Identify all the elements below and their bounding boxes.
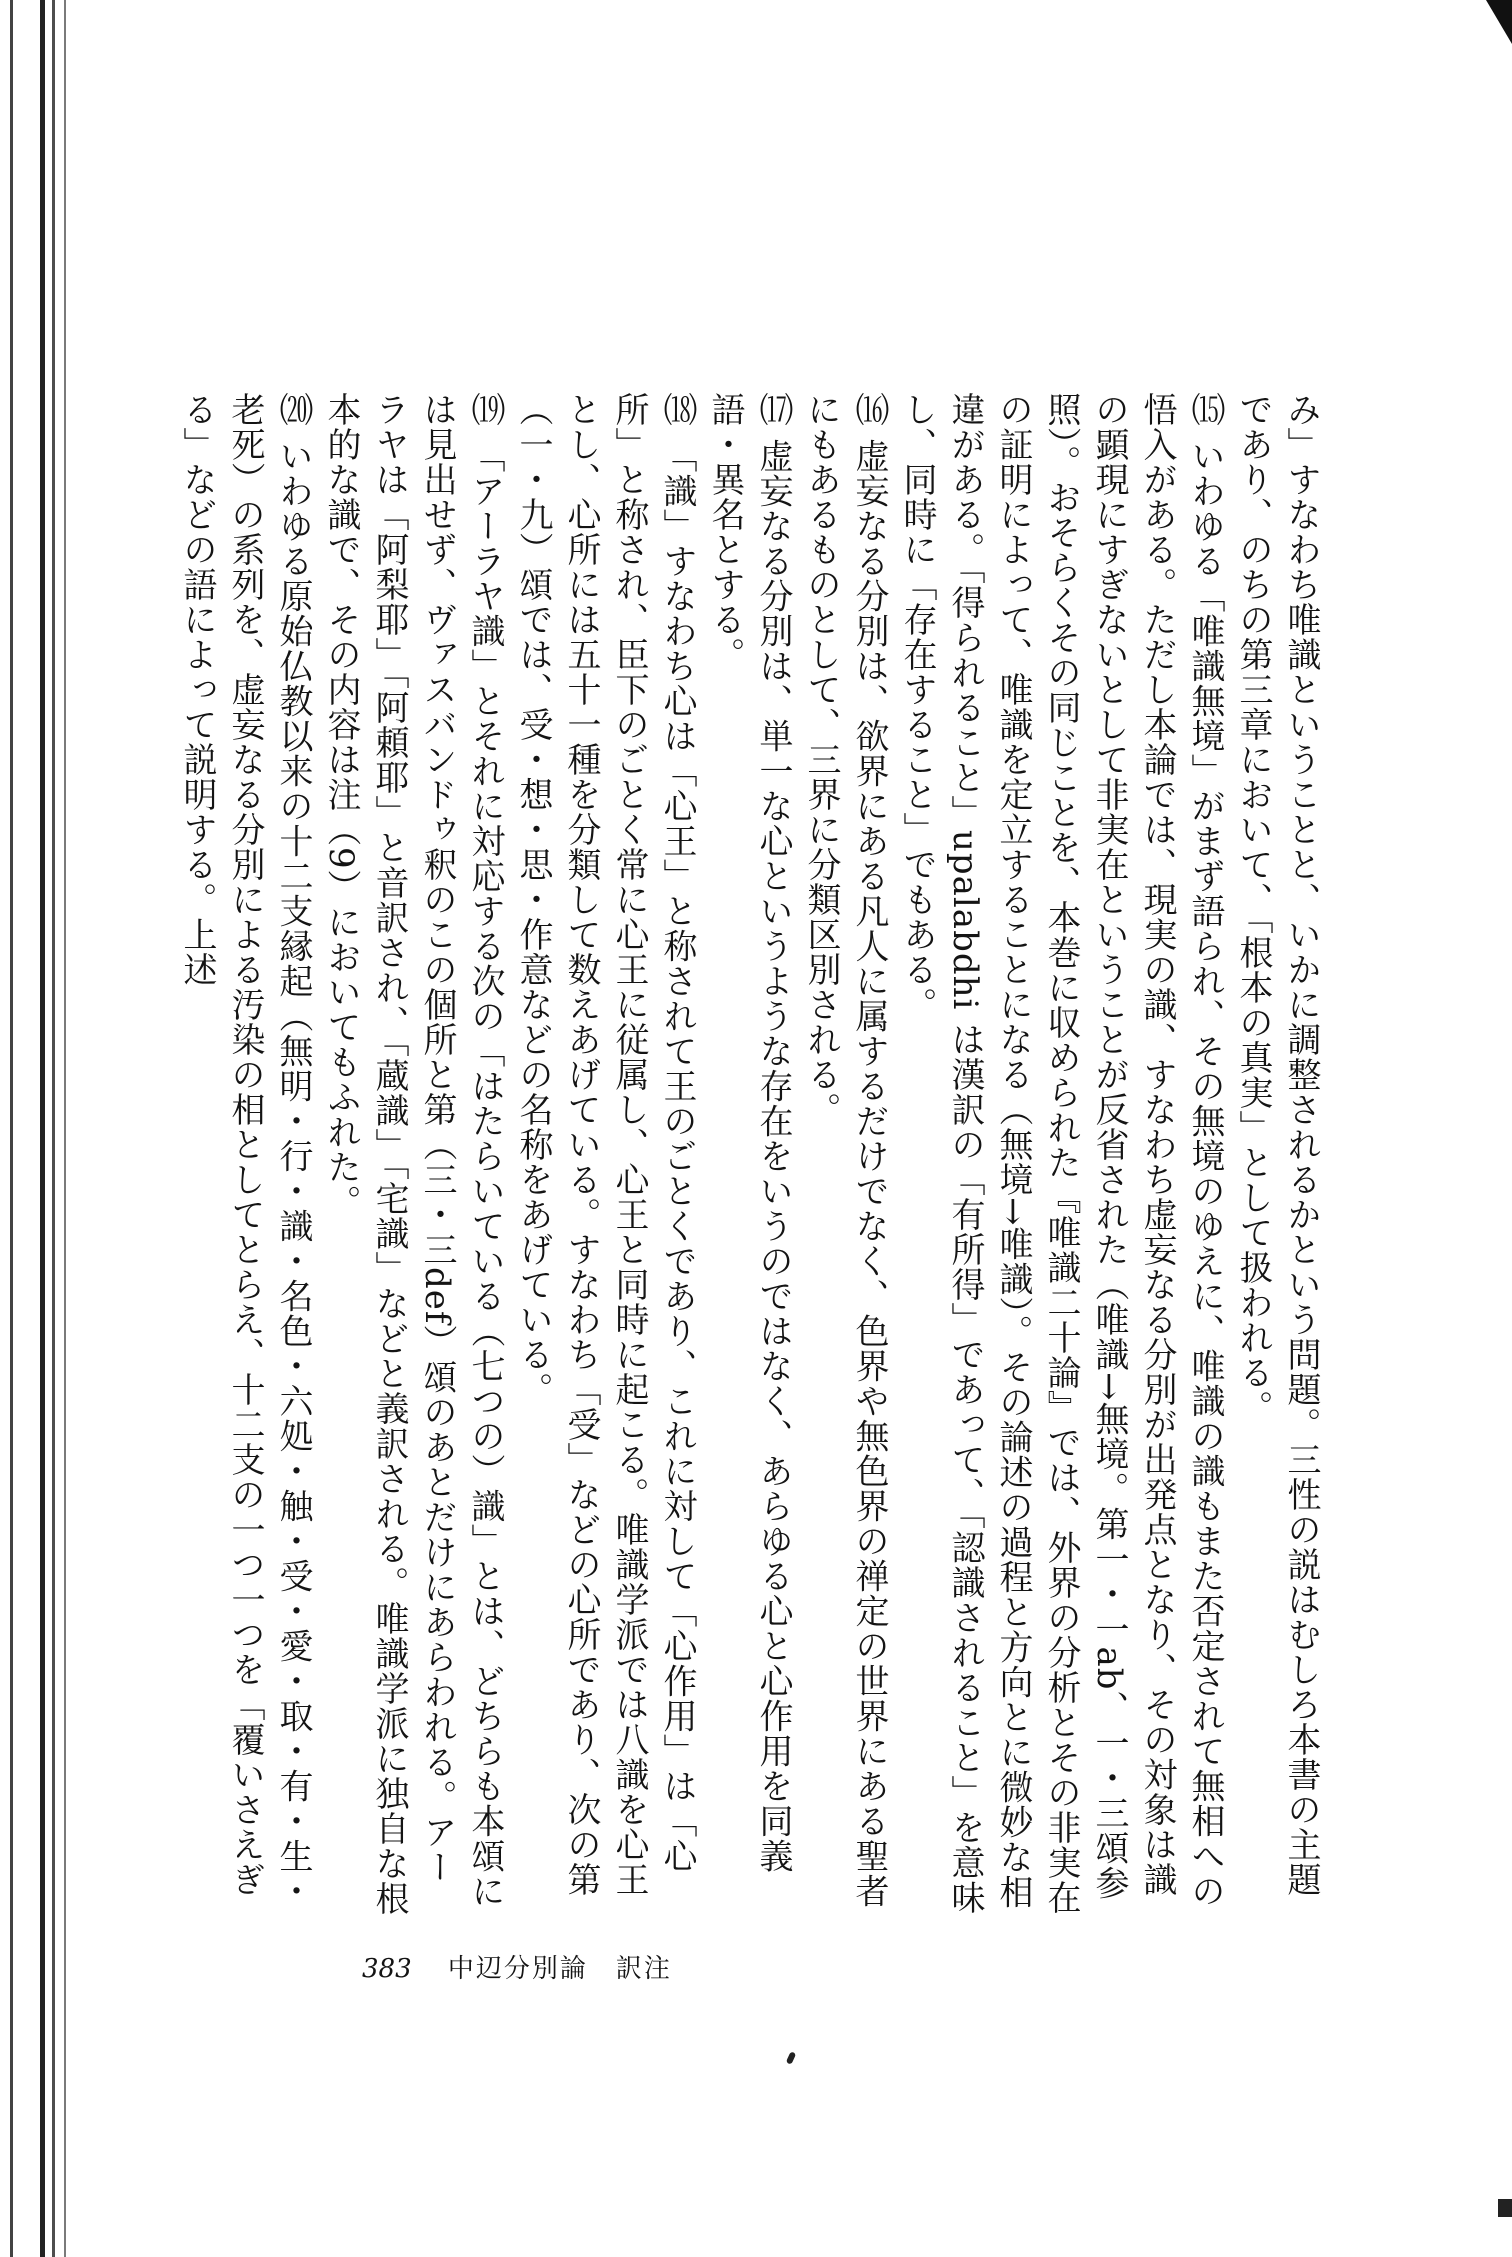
note-15: ⒂ いわゆる「唯識無境」がまず語られ、その無境のゆえに、唯識の識もまた否定されて無相への悟入がある。ただし本論では、現実の識、すなわち虚妄なる分別が出発点となり、その対象は識の顕現にすぎないとして非実在ということが反省された（唯識→無境。第一・一ab、一・三頌参照）。おそらくその同じことを、本巻に収められた『唯識二十論』では、外界の分析とその非実在の証明によって、唯識を定立することになる（無境→唯識）。その論述の過程と方向とに微妙な相違がある。「得られること」upalabdhi は漢訳の「有所得」であって、「認識されること」を意味し、同時に「存在すること」でもある。	[897, 392, 1225, 1916]
note-17: ⒄ 虚妄なる分別は、単一な心というような存在をいうのではなく、あらゆる心と心作用を同義語・異名とする。	[705, 392, 793, 1874]
scan-edge-line	[52, 0, 55, 2257]
scan-edge-line	[10, 0, 13, 2257]
scan-corner-mark	[1498, 2199, 1512, 2217]
note-19: ⒆ 「アーラヤ識」とそれに対応する次の「はたらいている（七つの）識」とは、どちらも本頌には見出せず、ヴァスバンドゥ釈のこの個所と第（三・三def）頌のあとだけにあらわれる。アーラヤは「阿梨耶」「阿頼耶」と音訳され、「蔵識」「宅識」などと義訳される。唯識学派に独自な根本的な識で、その内容は注（9）においてもふれた。	[321, 392, 505, 1916]
note-18: ⒅ 「識」すなわち心は「心王」と称されて王のごとくであり、これに対して「心作用」は「心所」と称され、臣下のごとく常に心王に従属し、心王と同時に起こる。唯識学派では八識を心王とし、心所には五十一種を分類して数えあげている。すなわち「受」などの心所であり、次の第（一・九）頌では、受・想・思・作意などの名称をあげている。	[513, 392, 697, 1897]
note-20: ⒇ いわゆる原始仏教以来の十二支縁起（無明・行・識・名色・六処・触・受・愛・取・有・生・老死）の系列を、虚妄なる分別による汚染の相としてとらえ、十二支の一つ一つを「覆いさえぎる」などの語によって説明する。上述	[177, 392, 313, 1909]
note-16: ⒃ 虚妄なる分別は、欲界にある凡人に属するだけでなく、色界や無色界の禅定の世界にある聖者にもあるものとして、三界に分類区別される。	[801, 392, 889, 1909]
scan-speck	[786, 2051, 797, 2064]
scan-edge-line	[64, 0, 66, 2257]
page-number: 383	[362, 1954, 412, 1984]
paragraph-continuation: み」すなわち唯識ということと、いかに調整されるかという問題。三性の説はむしろ本書の主題であり、のちの第三章において、「根本の真実」として扱われる。	[1233, 392, 1321, 1897]
scan-edge-line	[40, 0, 45, 2257]
running-title: 中辺分別論 訳注	[447, 1954, 672, 1984]
scan-corner-mark	[1486, 0, 1512, 44]
page-footer	[362, 1948, 672, 1985]
vertical-text-body	[177, 392, 1325, 1917]
